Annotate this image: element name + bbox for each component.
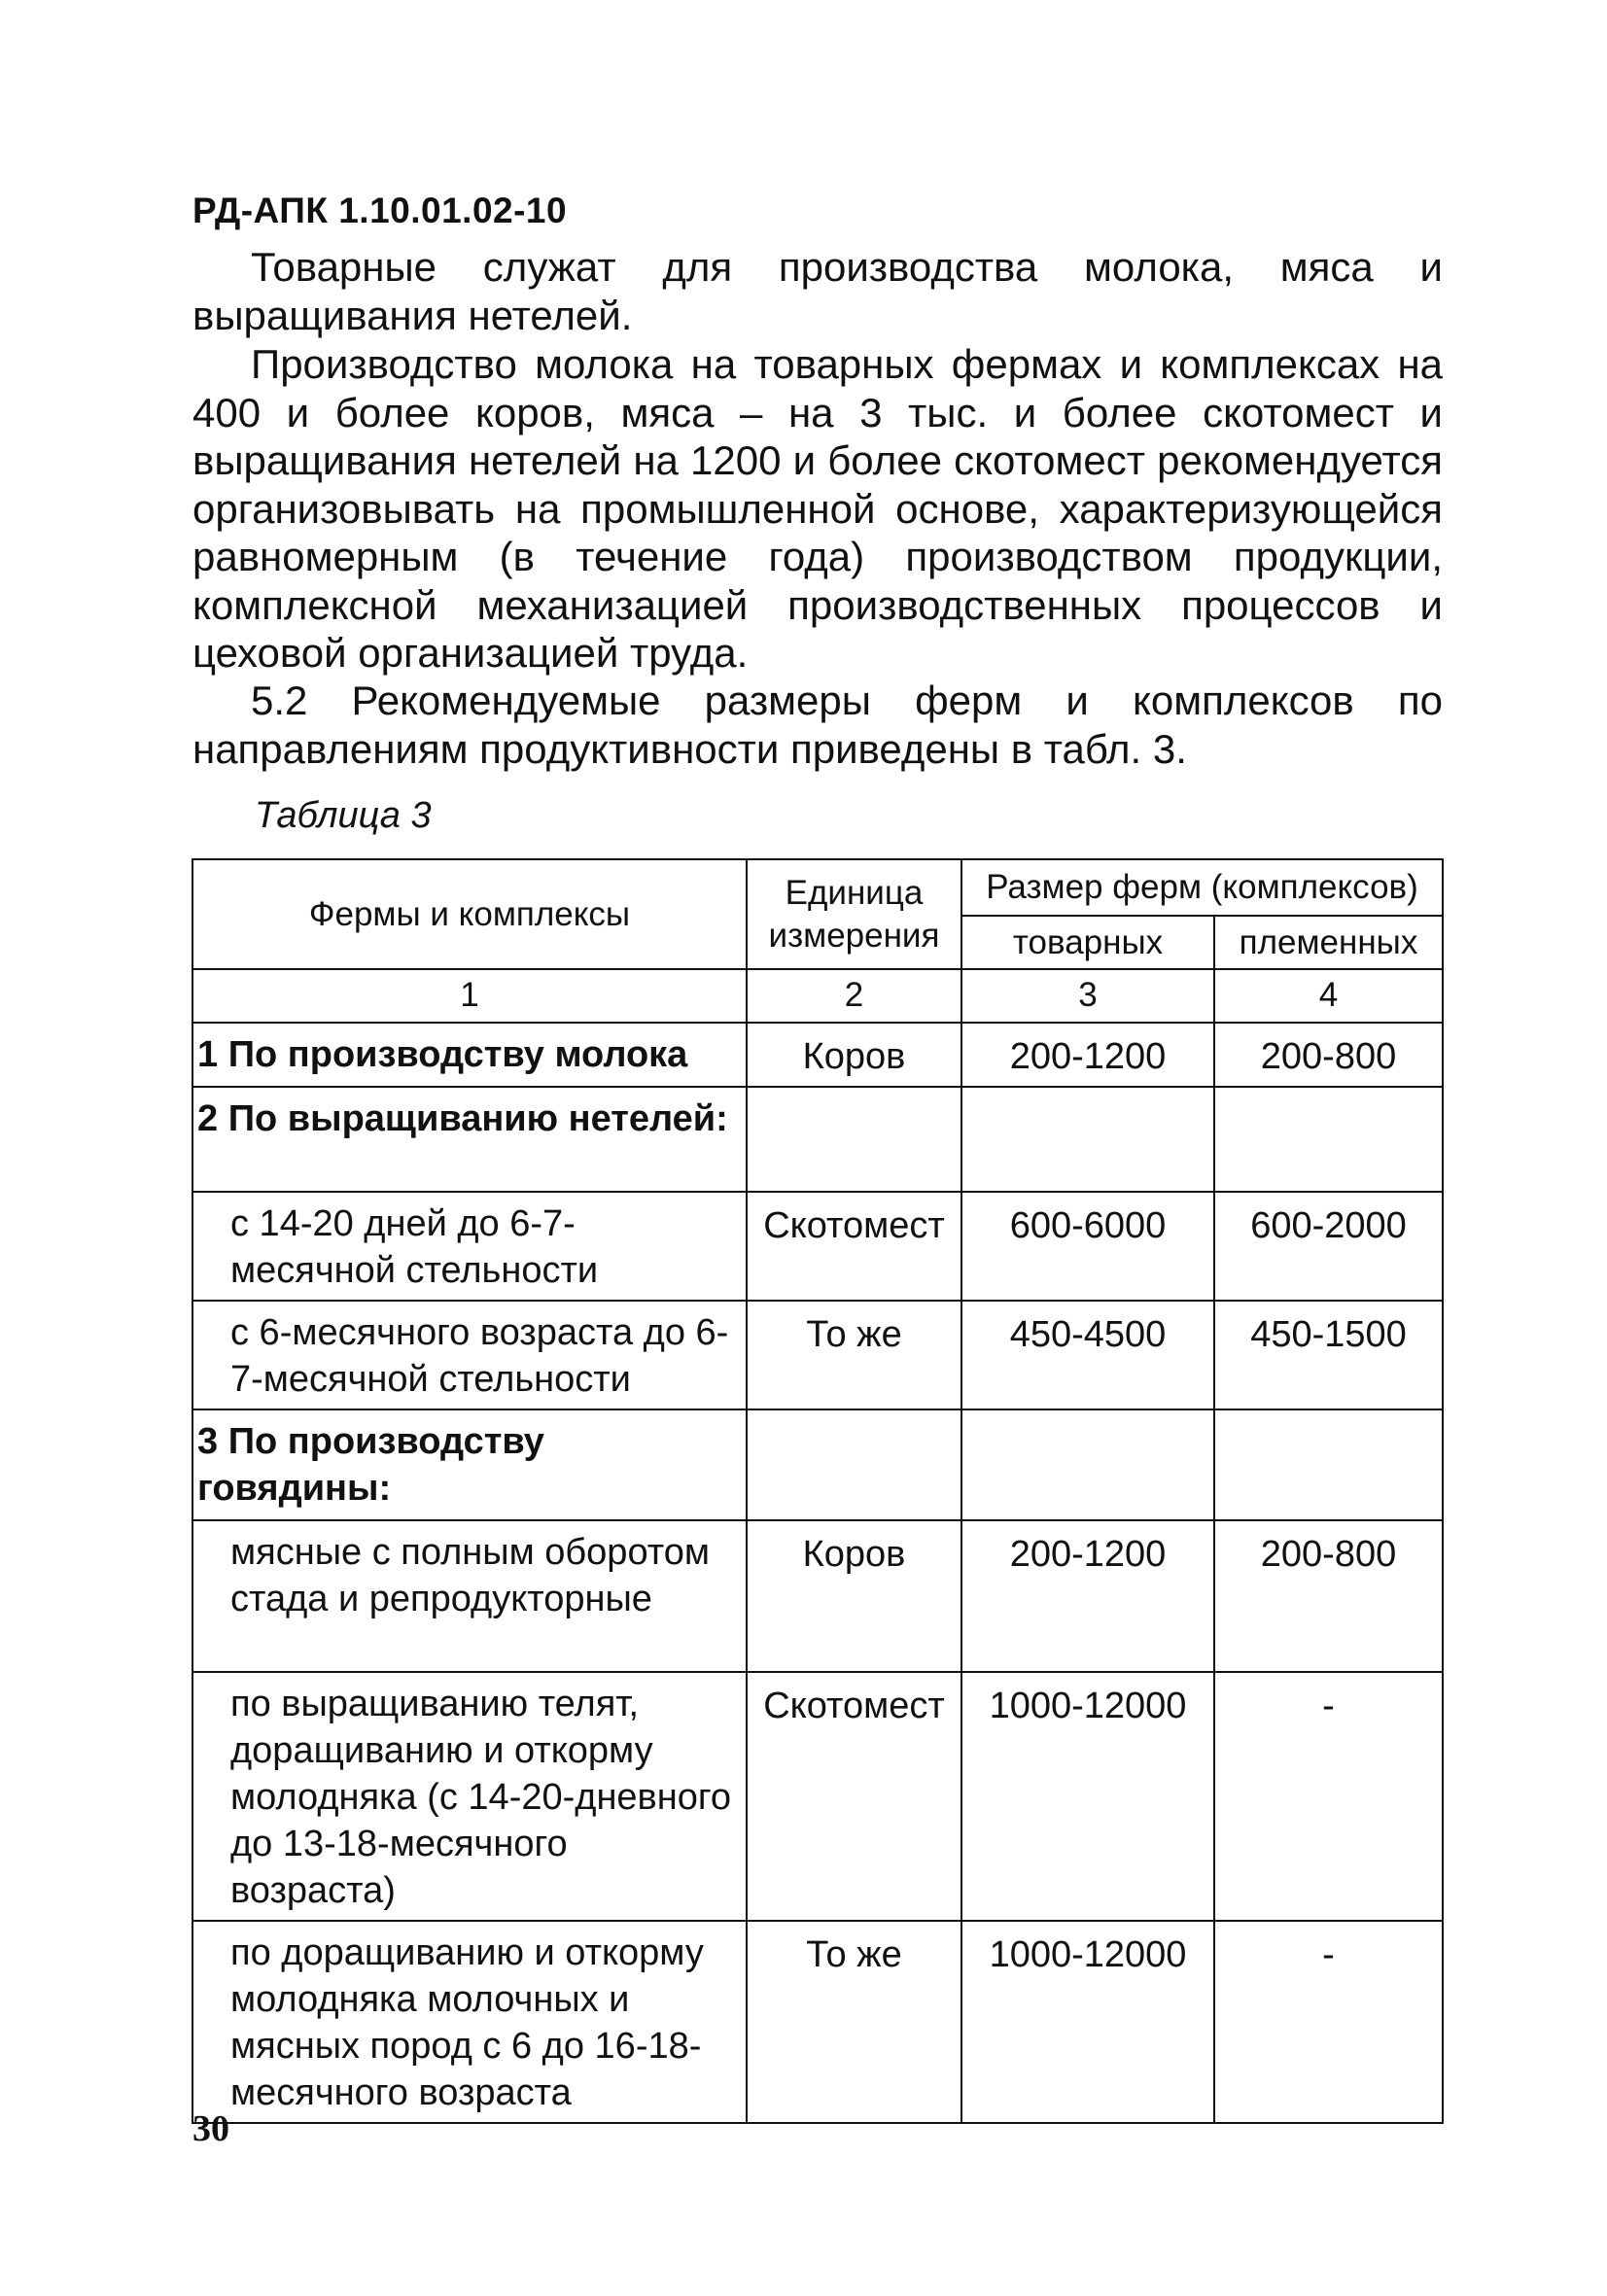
row-unit: [747, 1409, 961, 1520]
paragraph-3: [192, 677, 1443, 773]
row-breeding: 200-800: [1214, 1023, 1443, 1087]
row-commercial: [961, 1087, 1214, 1192]
row-name: с 6-месячного возраста до 6-7-месячной стельности: [192, 1301, 747, 1409]
row-unit: Скотомест: [747, 1672, 961, 1921]
table-header-row-1: [192, 859, 1443, 916]
row-breeding: -: [1214, 1672, 1443, 1921]
row-unit: То же: [747, 1301, 961, 1409]
header-farms: Фермы и комплексы: [192, 859, 747, 969]
row-unit: [747, 1087, 961, 1192]
paragraph-1-text: Товарные служат для производства молока, мяса и выращивания нетелей.: [192, 244, 1443, 338]
row-unit: Коров: [747, 1520, 961, 1672]
table-row: [192, 1192, 1443, 1301]
row-commercial: 200-1200: [961, 1023, 1214, 1087]
table-row: [192, 1023, 1443, 1087]
table-row: [192, 1672, 1443, 1921]
table-row: [192, 1087, 1443, 1192]
row-commercial: 1000-12000: [961, 1921, 1214, 2123]
row-name: с 14-20 дней до 6-7-месячной стельности: [192, 1192, 747, 1301]
row-breeding: [1214, 1409, 1443, 1520]
column-number: 3: [961, 969, 1214, 1023]
row-name: по доращиванию и откорму молодняка молочных и мясных пород с 6 до 16-18-месячного возраста: [192, 1921, 747, 2123]
row-commercial: [961, 1409, 1214, 1520]
column-number-row: [192, 969, 1443, 1023]
paragraph-2: [192, 340, 1443, 678]
row-name: 2 По выращиванию нетелей:: [192, 1087, 747, 1192]
header-unit: Единица измерения: [747, 859, 961, 969]
row-breeding: -: [1214, 1921, 1443, 2123]
row-breeding: 600-2000: [1214, 1192, 1443, 1301]
document-code: РД-АПК 1.10.01.02-10: [192, 191, 568, 230]
row-breeding: [1214, 1087, 1443, 1192]
row-breeding: 450-1500: [1214, 1301, 1443, 1409]
row-name: 3 По производству говядины:: [192, 1409, 747, 1520]
row-unit: Скотомест: [747, 1192, 961, 1301]
column-number: 2: [747, 969, 961, 1023]
table-row: [192, 1409, 1443, 1520]
paragraph-3-text: 5.2 Рекомендуемые размеры ферм и комплексов по направлениям продуктивности приведены в табл. 3.: [192, 678, 1443, 772]
row-unit: То же: [747, 1921, 961, 2123]
row-commercial: 450-4500: [961, 1301, 1214, 1409]
header-commercial: товарных: [961, 916, 1214, 969]
row-name: по выращиванию телят, доращиванию и откорму молодняка (с 14-20-дневного до 13-18-месячного возраста): [192, 1672, 747, 1921]
row-unit: Коров: [747, 1023, 961, 1087]
row-commercial: 200-1200: [961, 1520, 1214, 1672]
column-number: 1: [192, 969, 747, 1023]
farm-sizes-table: [192, 858, 1444, 2124]
table-row: [192, 1520, 1443, 1672]
page-number: 30: [192, 2108, 229, 2149]
header-size-group: Размер ферм (комплексов): [961, 859, 1443, 916]
table-row: [192, 1921, 1443, 2123]
row-name: мясные с полным оборотом стада и репродукторные: [192, 1520, 747, 1672]
table-caption: Таблица 3: [255, 795, 432, 836]
row-name: 1 По производству молока: [192, 1023, 747, 1087]
paragraph-1: [192, 243, 1443, 339]
table-row: [192, 1301, 1443, 1409]
row-commercial: 1000-12000: [961, 1672, 1214, 1921]
header-breeding: племенных: [1214, 916, 1443, 969]
column-number: 4: [1214, 969, 1443, 1023]
row-commercial: 600-6000: [961, 1192, 1214, 1301]
paragraph-2-text: Производство молока на товарных фермах и комплексах на 400 и более коров, мяса – на 3 тыс. и более скотомест и выращивания нетелей на 1200 и более скотомест рекомендуется организовывать на промышленной основе, характеризующейся равномерным (в течение года) производством продукции, комплексной механизацией производственных процессов и цеховой организацией труда.: [192, 341, 1443, 676]
row-breeding: 200-800: [1214, 1520, 1443, 1672]
